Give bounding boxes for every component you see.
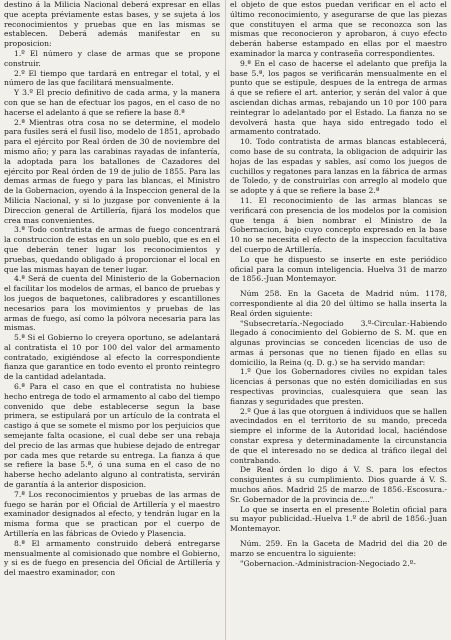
left-column bbox=[4, 0, 220, 640]
paragraph: 3.ª Todo contratista de armas de fuego concentrará la construccion de estas en un solo pueblo, que es en el que deberán tener lugar los reconocimientos y pruebas, quedando obligado á proporcionar el local en que las mismas hayan de tener lugar. bbox=[4, 225, 220, 274]
paragraph: 11. El reconocimiento de las armas blancas se verificará con presencia de los modelos por la comision que tenga á bien nombrar el Ministro de la Gobernacion, bajo cuyo concepto expresado en la base 10 no se necesita el efecto de la inspeccion facultativa del cuerpo de Artillería. bbox=[230, 195, 447, 254]
paragraph: el objeto de que estos puedan verificar en el acto el último reconocimiento, y asegurarse de que las piezas que constituyen el arma que se reconozca son las mismas que reconocieron y aprobaron, á cuyo efecto deberán haberse estampado en ellas por el maestro examinador la marca y contraseña correspondientes. bbox=[230, 0, 447, 58]
paragraph: Núm. 259. En la Gaceta de Madrid del dia 20 de marzo se encuentra lo siguiente: bbox=[230, 539, 447, 558]
paragraph: 4.ª Será de cuenta del Ministerio de la Gobernacion el facilitar los modelos de armas, el banco de pruebas y los juegos de baquetones, calibradores y escantillones necesarios para los movimientos y pruebas de las armas de fuego, así como la pólvora necesaria para las mismas. bbox=[4, 274, 220, 333]
paragraph: 10. Todo contratista de armas blancas establecerá, como base de su contrata, la obligacion de adquirir las hojas de las espadas y sables, así como los juegos de cuchillos y regatones para lanzas en la fábrica de armas de Toledo, y de construirlas con arreglo al modelo que se adopte y á que se refiere la base 2.ª bbox=[230, 137, 447, 196]
paragraph: Núm 258. En la Gaceta de Madrid núm. 1178, correspondiente al dia 20 del último se halla inserta la Real órden siguiente: bbox=[230, 289, 447, 318]
paragraph: 2.º El tiempo que tardará en entregar el total, y el número de las que facilitará mensualmente. bbox=[4, 68, 220, 88]
paragraph: "Gobernacion.-Administracion-Negociado 2.º- bbox=[240, 558, 416, 568]
right-column bbox=[230, 0, 447, 640]
paragraph: 8.ª El armamento construido deberá entregarse mensualmente al comisionado que nombre el Gobierno, y si es de fuego en presencia del Oficial de Artillería y del maestro examinador, con bbox=[4, 538, 220, 578]
paragraph: 5.ª Si el Gobierno lo creyera oportuno, se adelantará al contratista el 10 por 100 del valor del armamento contratado, exigiéndose al efecto la correspondiente fianza que garantice en todo evento el pronto reintegro de la cantidad adelantada. bbox=[4, 333, 220, 382]
paragraph: De Real órden lo digo á V. S. para los efectos consiguientes á su cumplimiento. Dios guarde á V. S. muchos años. Madrid 25 de marzo de 1856.-Escosura.-Sr. Gobernador de la provincia de...." bbox=[230, 465, 447, 504]
paragraph: 1.º El número y clase de armas que se propone construir. bbox=[4, 48, 220, 68]
paragraph: 1.º Que los Gobernadores civiles no expidan tales licencias á personas que no estén domiciliadas en sus respectivas provincias, cualesquiera que sean las fianzas y seguridades que presten. bbox=[230, 367, 447, 406]
paragraph: 9.ª En el caso de hacerse el adelanto que prefija la base 5.ª, los pagos se verificarán mensualmente en el punto que se estipule, despues de la entrega de armas á que se refiere el art. anterior, y serán del valor á que asciendan dichas armas, rebajando un 10 por 100 para reintegrar lo adelantado por el Estado. La fianza no se devolverá hasta que haya sido entregado todo el armamento contratado. bbox=[230, 58, 447, 137]
paragraph: Y 3.º El precio definitivo de cada arma, y la manera con que se han de efectuar los pagos, en el caso de no hacerse el adelanto á que se refiere la base 8.ª bbox=[4, 88, 220, 117]
paragraph: 7.ª Los reconocimientos y pruebas de las armas de fuego se harán por el Oficial de Artillería y el maestro examinador designados al efecto, y tendrán lugar en la misma forma que se practican por el cuerpo de Artillería en las fábricas de Oviedo y Plasencia. bbox=[4, 489, 220, 539]
paragraph: "Subsecretaría.-Negociado 3.º-Circular.-Habiendo llegado á conocimiento del Gobierno de S. M. que en algunas provincias se conceden licencias de uso de armas á personas que no tienen fijado en ellas su domicilio, la Reina (q. D. g.) se ha servido mandar: bbox=[230, 318, 447, 367]
paragraph: 2.º Que á las que otorguen á individuos que se hallen avecindados en el territorio de su mando, preceda siempre el informe de la Autoridad local, haciéndose constar expresa y determinadamente la circunstancia de que el interesado no se dedica al tráfico ilegal del contrabando. bbox=[230, 406, 447, 465]
paragraph: Lo que he dispuesto se inserte en este periódico oficial para la comun inteligencia. Huelva 31 de marzo de 1856.-Juan Montemayor. bbox=[230, 254, 447, 284]
paragraph: 6.ª Para el caso en que el contratista no hubiese hecho entrega de todo el armamento al cabo del tiempo convenido que debe establecerse segun la base primera, se estipulará por un artículo de la contrata el castigo á que se somete el mismo por los perjuicios que semejante falta ocasione, el cual debe ser una rebaja del precio de las armas que hubiese dejado de entregar por cada mes que retarde su entrega. La fianza á que se refiere la base 5.ª, ó una suma en el caso de no haberse hecho adelanto alguno al contratista, servirán de garantía á la anterior disposicion. bbox=[4, 382, 220, 490]
paragraph: 2.ª Mientras otra cosa no se determine, el modelo para fusiles será el fusil liso, modelo de 1851, aprobado para el ejército por Real órden de 30 de noviembre del mismo año; y para las carabinas rayadas de infantería, la adoptada para los batallones de Cazadores del ejército por Real órden de 19 de julio de 1855. Para las demas armas de fuego y para las blancas, el Ministro de la Gobernacion, oyendo á la Inspeccion general de la Milicia Nacional, y si lo juzgase por conveniente á la Direccion general de Artillería, fijará los modelos que crea mas convenientes. bbox=[4, 117, 220, 225]
paragraph: Lo que se inserta en el presente Boletin oficial para su mayor publicidad.-Huelva 1.º de abril de 1856.-Juan Montemayor. bbox=[230, 504, 447, 534]
column-divider bbox=[225, 0, 226, 640]
paragraph: destino á la Milicia Nacional deberá expresar en ellas que acepta préviamente estas bases, y se sujeta á los reconocimientos y pruebas que en las mismas se establecen. Deberá además manifestar en su proposicion: bbox=[4, 0, 220, 49]
